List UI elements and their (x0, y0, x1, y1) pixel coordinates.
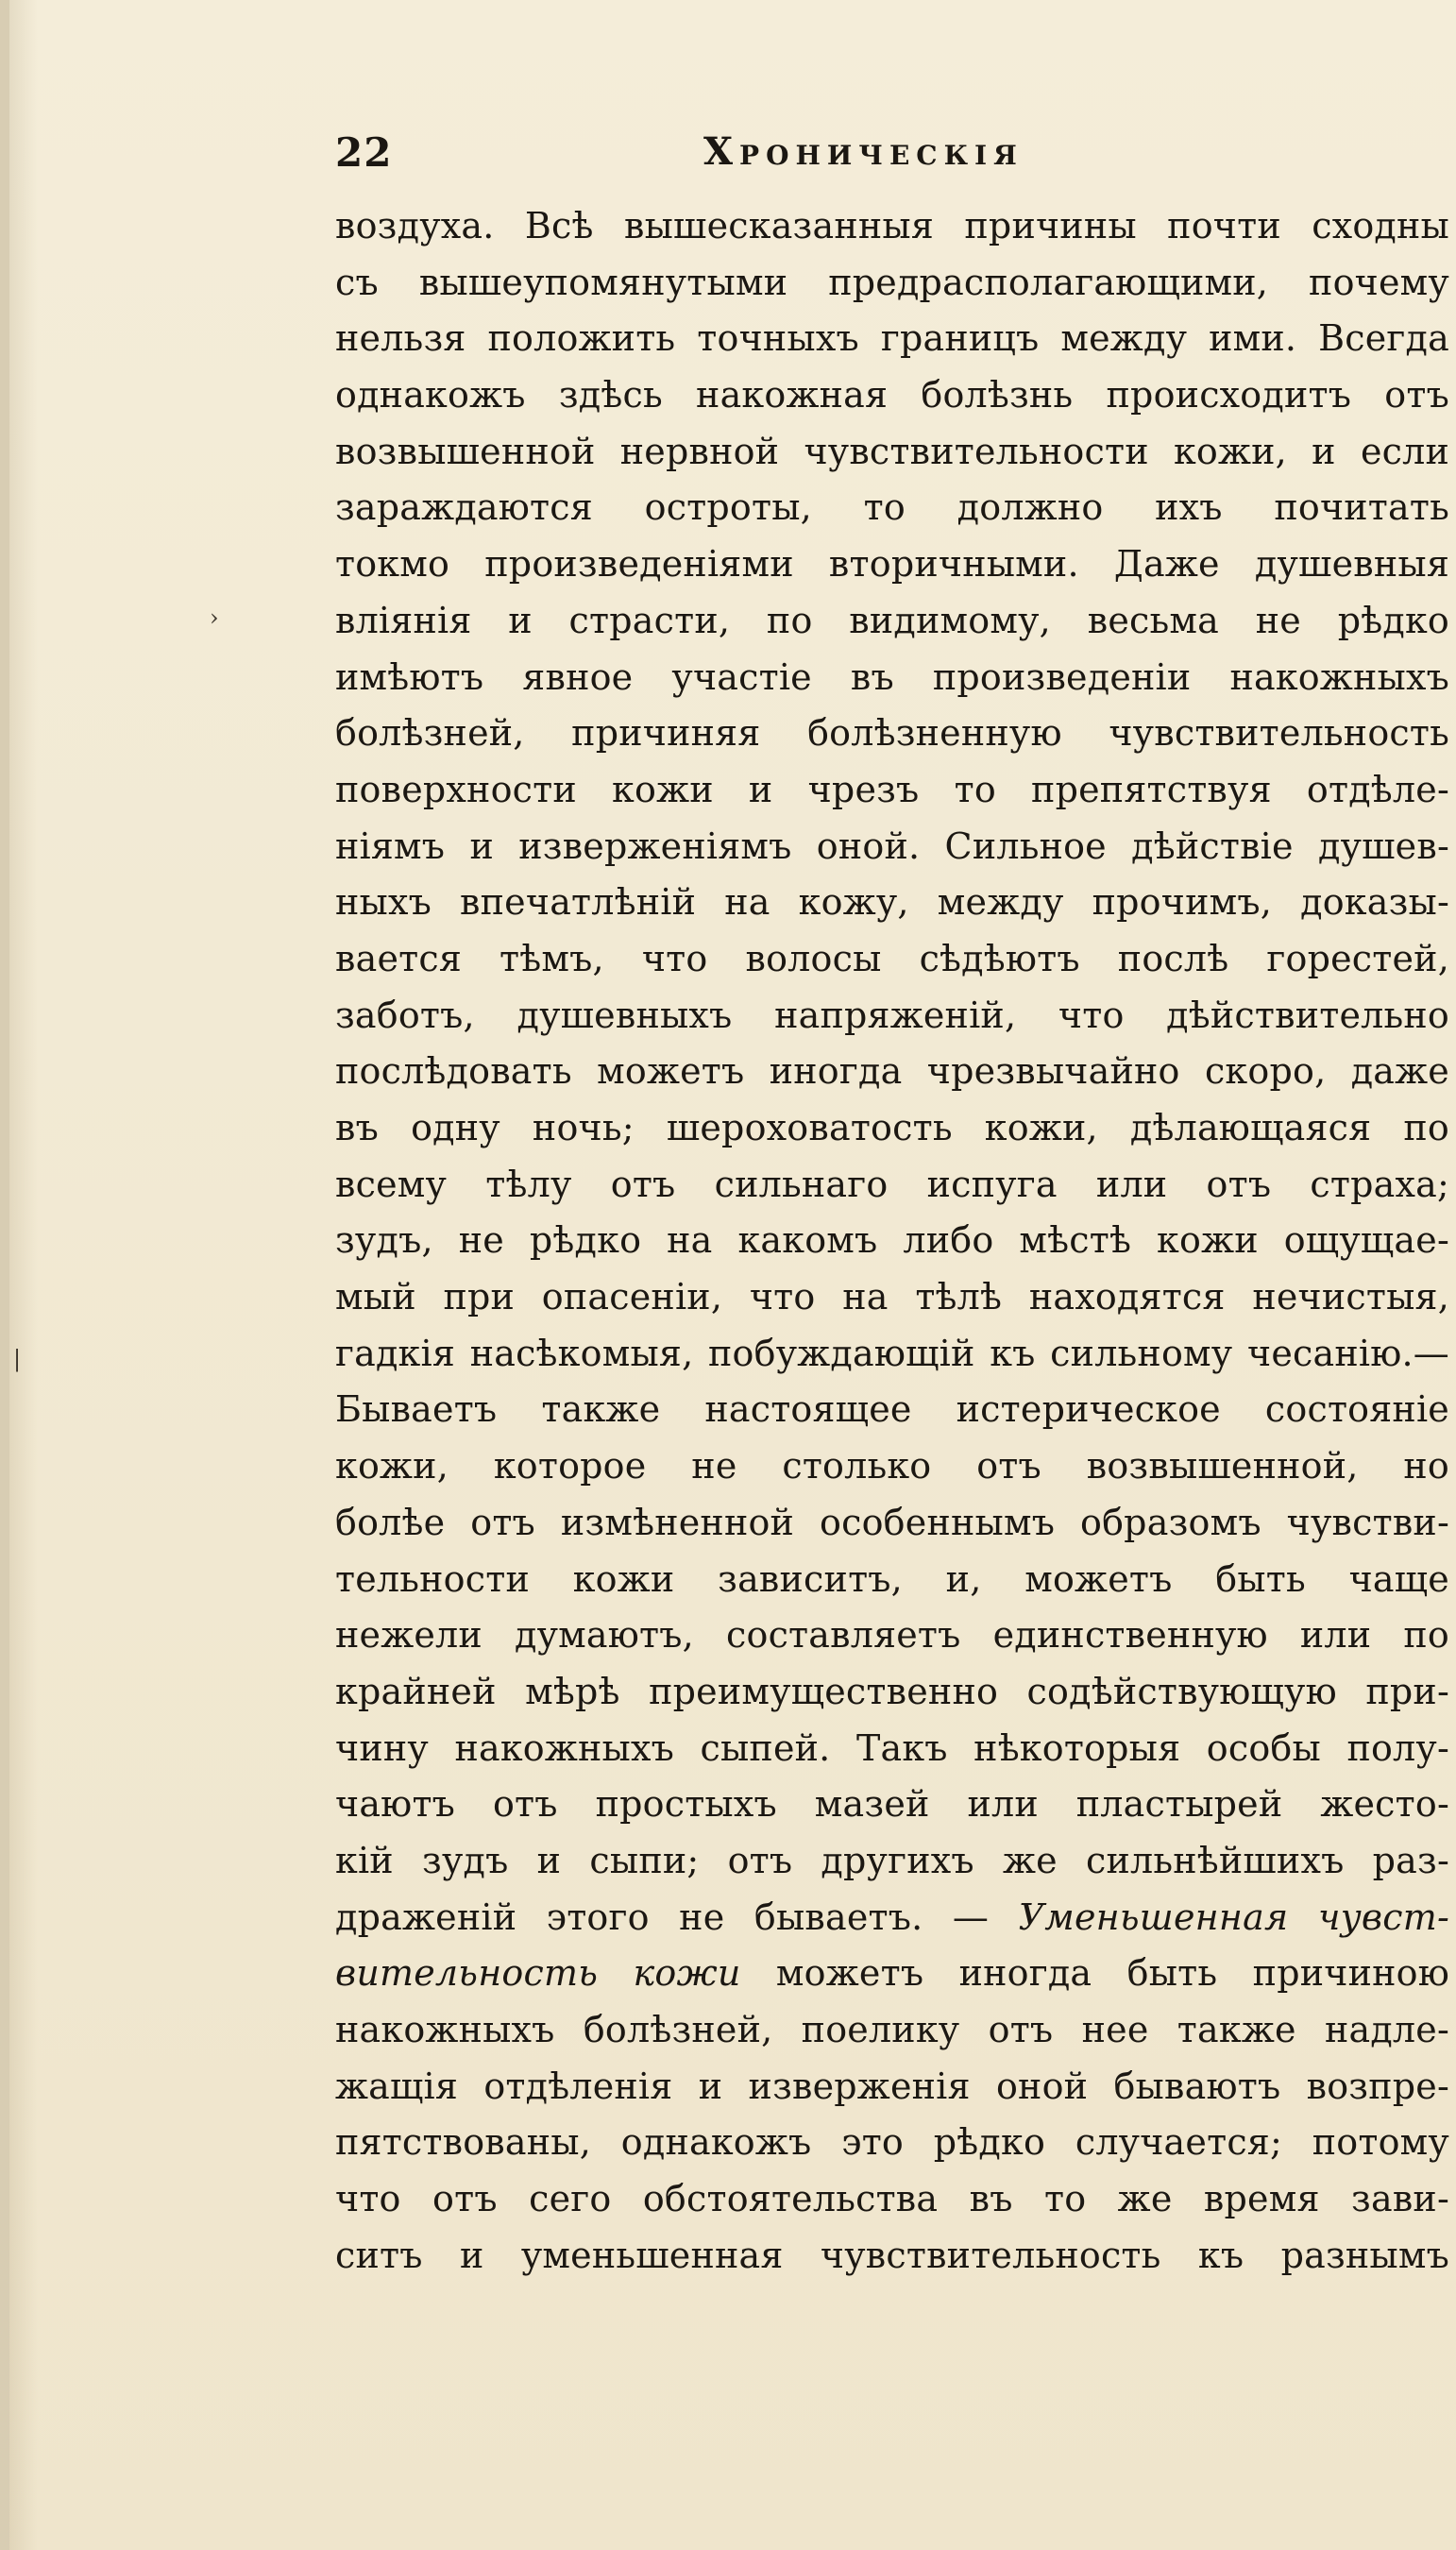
body-text (335, 198, 1449, 2284)
text-line: кожи, которое не столько отъ возвышенной, но (335, 1445, 1449, 1488)
text-line: ситъ и уменьшенная чувствительность къ разнымъ (335, 2234, 1449, 2276)
italic-emphasis: вительность кожи (335, 1952, 741, 1995)
margin-mark: › (210, 604, 219, 631)
text-line-mixed (335, 1946, 1449, 2002)
text-line: что отъ сего обстоятельства въ то же время зави- (335, 2178, 1449, 2220)
text-line: имѣютъ явное участіе въ произведеніи накожныхъ (335, 655, 1449, 698)
margin-mark: | (13, 1346, 22, 1372)
text-line: зудъ, не рѣдко на какомъ либо мѣстѣ кожи ощущае- (335, 1219, 1449, 1262)
text-line: поверхности кожи и чрезъ то препятствуя отдѣле- (335, 768, 1449, 810)
text-line: послѣдовать можетъ иногда чрезвычайно скоро, даже (335, 1050, 1449, 1093)
text-line: ныхъ впечатлѣній на кожу, между прочимъ, доказы- (335, 881, 1449, 924)
text-line: въ одну ночь; шероховатость кожи, дѣлающаяся по (335, 1107, 1449, 1148)
text-line: крайней мѣрѣ преимущественно содѣйствующую при- (335, 1670, 1449, 1712)
text-line: болѣе отъ измѣненной особеннымъ образомъ чувстви- (335, 1501, 1449, 1543)
text-line: чину накожныхъ сыпей. Такъ нѣкоторыя особы полу- (335, 1726, 1449, 1769)
running-title: Хроническія (703, 129, 1024, 174)
text-line: гадкія насѣкомыя, побуждающій къ сильному чесанію.— (335, 1332, 1449, 1374)
text-line: нежели думаютъ, составляетъ единственную или по (335, 1614, 1449, 1657)
text-line: заботъ, душевныхъ напряженій, что дѣйствительно (335, 994, 1449, 1036)
text-line: нельзя положить точныхъ границъ между ими. Всегда (335, 317, 1449, 360)
text-line: Бываетъ также настоящее истерическое состояніе (335, 1388, 1449, 1431)
text-line: болѣзней, причиняя болѣзненную чувствительность (335, 712, 1449, 755)
text-line: однакожъ здѣсь накожная болѣзнь происходитъ отъ (335, 374, 1449, 416)
text-line: тельности кожи зависитъ, и, можетъ быть чаще (335, 1557, 1449, 1600)
page-binding-edge (0, 0, 9, 2550)
text-line: съ вышеупомянутыми предрасполагающими, почему (335, 261, 1449, 303)
text-line: пятствованы, однакожъ это рѣдко случается; потому (335, 2121, 1449, 2164)
text-line: мый при опасеніи, что на тѣлѣ находятся нечистыя, (335, 1276, 1449, 1318)
italic-emphasis: Уменьшенная чувст- (1018, 1896, 1449, 1938)
text-line: чаютъ отъ простыхъ мазей или пластырей жесто- (335, 1783, 1449, 1826)
page-header (335, 118, 1449, 184)
text-line: ніямъ и изверженіямъ оной. Сильное дѣйствіе душев- (335, 824, 1449, 867)
text-line: всему тѣлу отъ сильнаго испуга или отъ страха; (335, 1163, 1449, 1205)
text-line: воздуха. Всѣ вышесказанныя причины почти сходны (335, 205, 1449, 246)
text-line: влiянія и страсти, по видимому, весьма не рѣдко (335, 599, 1449, 641)
text-line: возвышенной нервной чувствительности кожи, и если (335, 430, 1449, 472)
text-line: кій зудъ и сыпи; отъ другихъ же сильнѣйшихъ раз- (335, 1839, 1449, 1881)
text-line-mixed (335, 1890, 1449, 1946)
page-number: 22 (335, 129, 393, 176)
text-line: зараждаются остроты, то должно ихъ почитать (335, 486, 1449, 529)
text-line: токмо произведеніями вторичными. Даже душевныя (335, 543, 1449, 586)
text-line-prefix: драженій этого не бываетъ. — (335, 1896, 990, 1938)
text-line: накожныхъ болѣзней, поелику отъ нее также надле- (335, 2009, 1449, 2050)
text-line-suffix: можетъ иногда быть причиною (775, 1952, 1449, 1995)
text-line: жащія отдѣленія и изверженія оной бываютъ возпре- (335, 2065, 1449, 2107)
text-line: вается тѣмъ, что волосы сѣдѣютъ послѣ горестей, (335, 937, 1449, 979)
